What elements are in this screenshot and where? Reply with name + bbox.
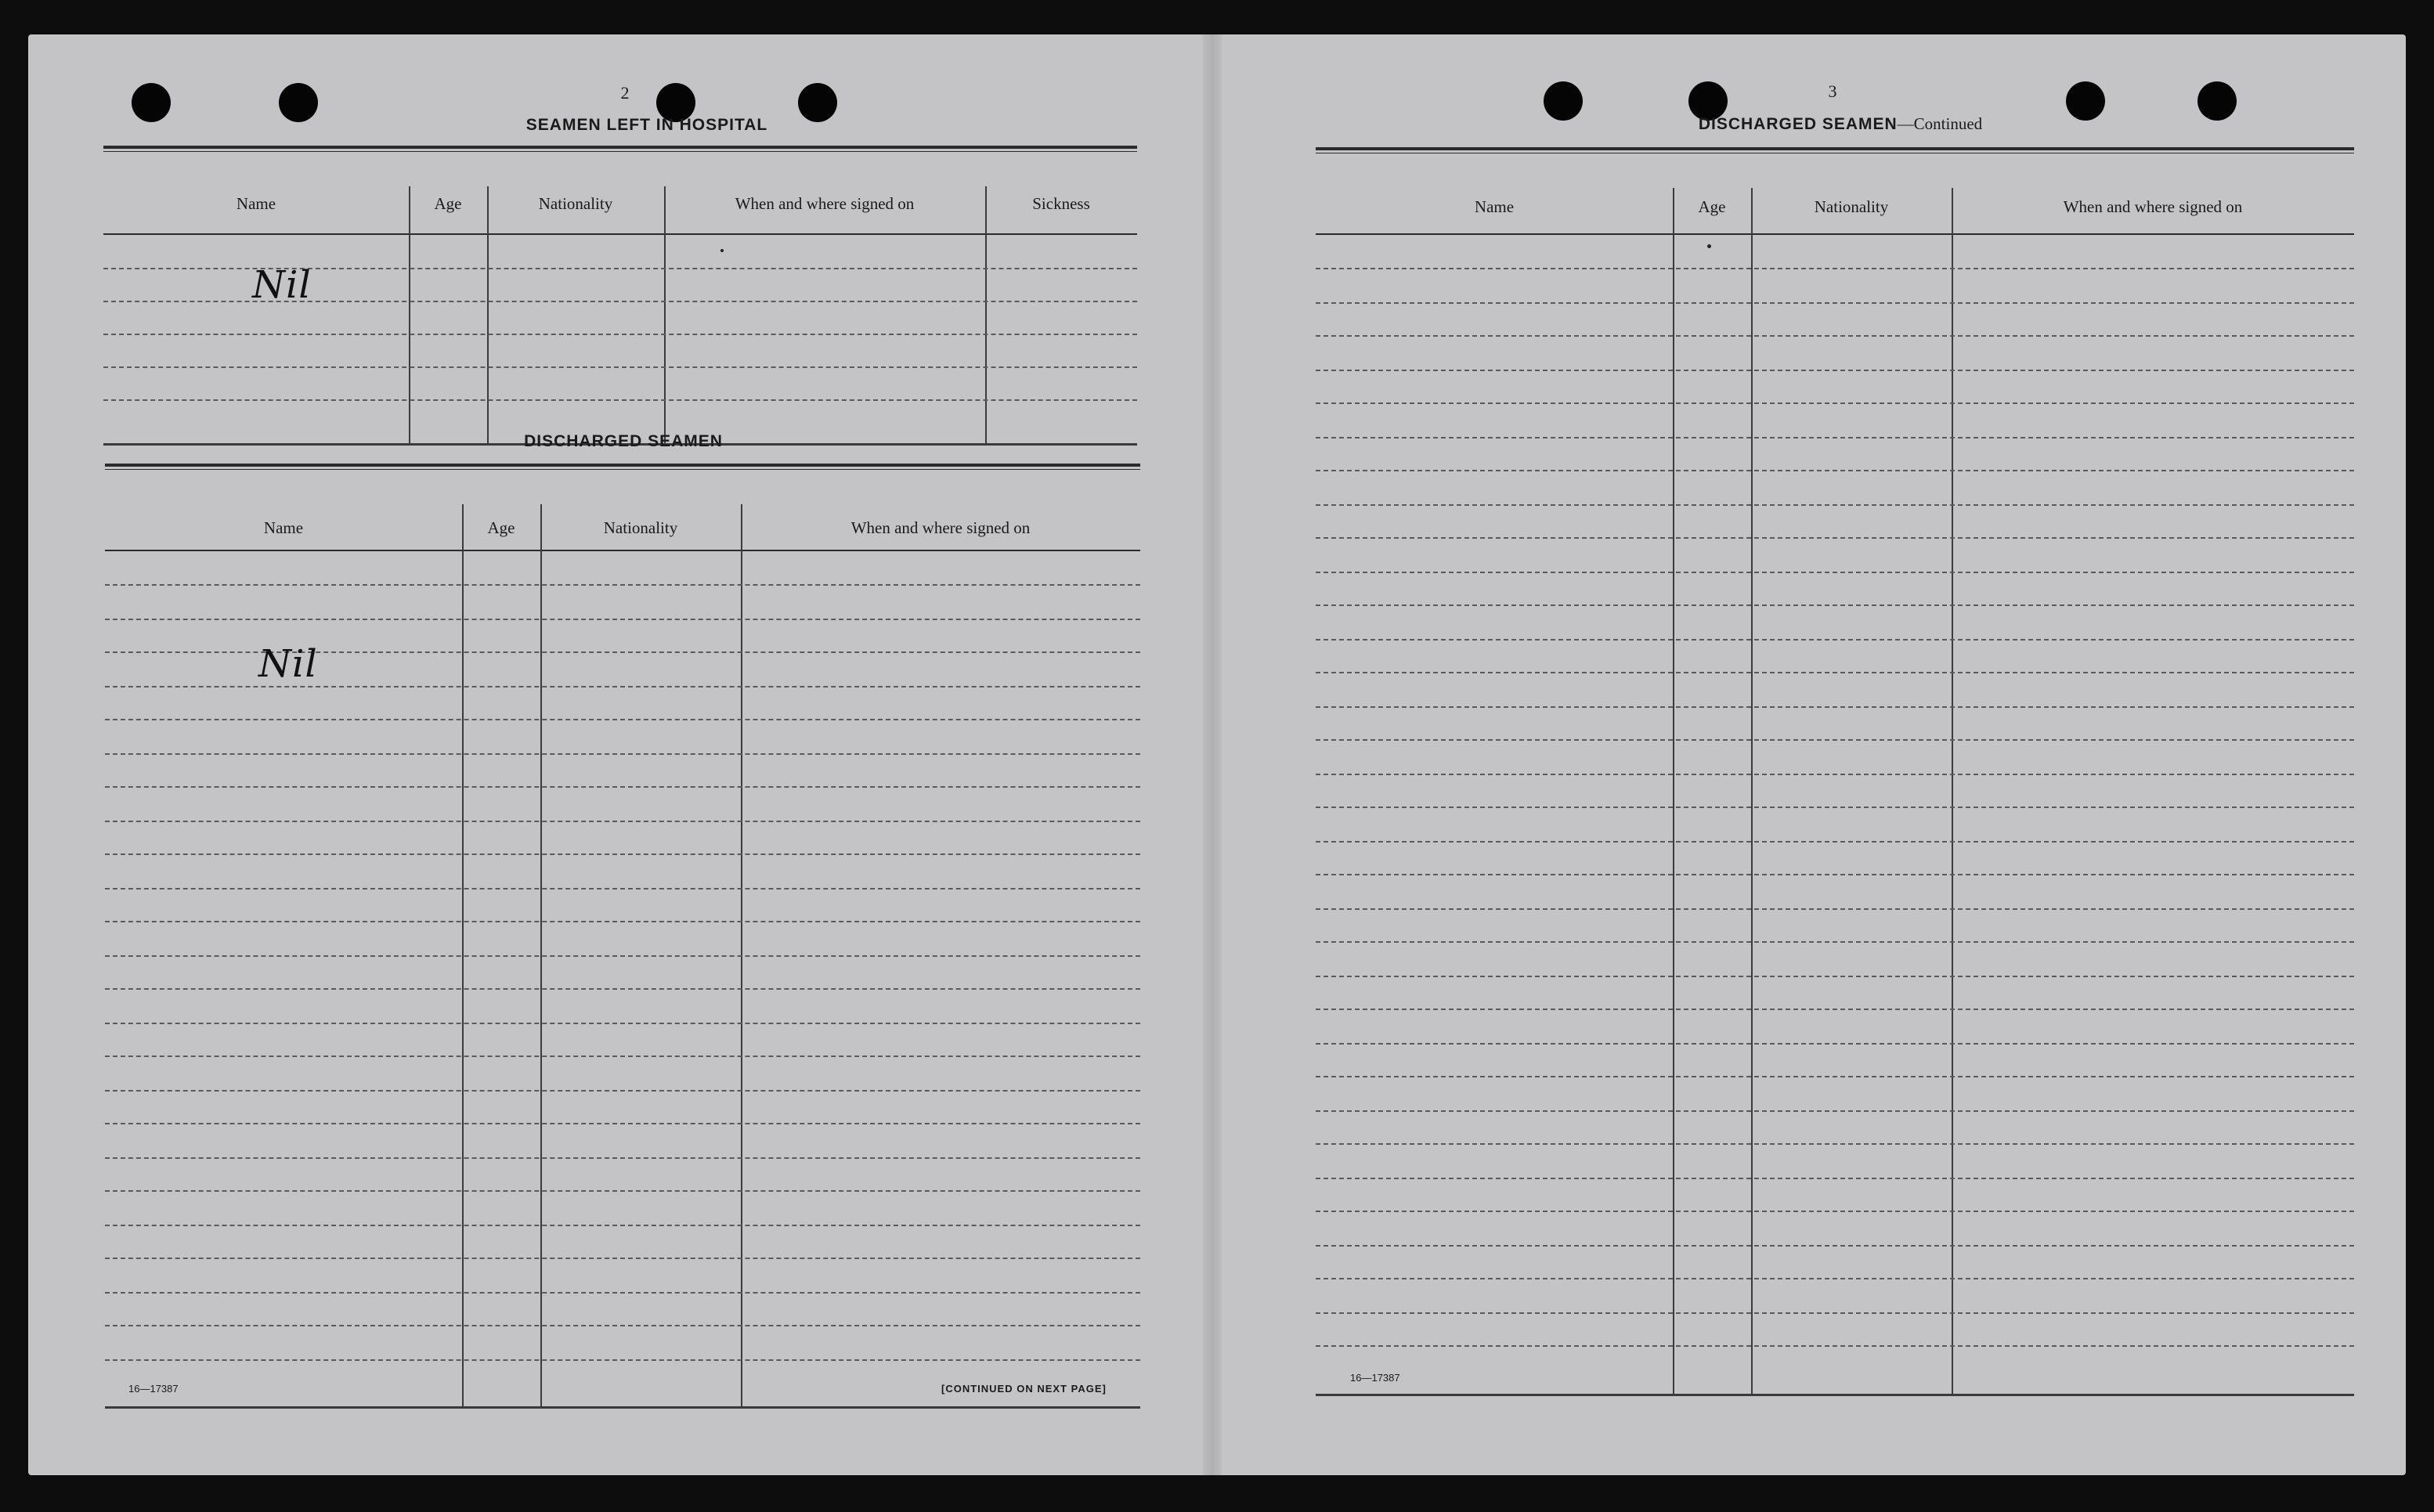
column-header-signed-on: When and where signed on <box>850 518 1031 537</box>
column-header-nationality: Nationality <box>538 194 613 213</box>
form-number: 16—17387 <box>128 1383 179 1395</box>
column-header-name: Name <box>263 518 304 537</box>
handwritten-entry: Nil <box>258 642 318 686</box>
handwritten-entry: Nil <box>252 263 312 307</box>
left-page <box>28 34 1211 1475</box>
column-header-age: Age <box>487 518 515 537</box>
column-header-age: Age <box>434 194 462 213</box>
hospital-table <box>103 146 1137 451</box>
scanned-document <box>28 34 2406 1475</box>
page-number: 3 <box>1828 81 1837 101</box>
punch-hole <box>279 83 318 122</box>
discharged-continued-table <box>1316 147 2354 1400</box>
column-header-signed-on: When and where signed on <box>735 194 915 213</box>
punch-hole <box>2066 81 2105 121</box>
title-main: DISCHARGED SEAMEN <box>1698 115 1898 133</box>
punch-hole <box>2197 81 2237 121</box>
discharged-section-title: DISCHARGED SEAMEN <box>524 432 723 450</box>
right-page <box>1211 34 2406 1475</box>
discharged-continued-title <box>1637 114 2044 134</box>
hospital-section-title: SEAMEN LEFT IN HOSPITAL <box>525 116 768 134</box>
title-suffix: —Continued <box>1897 114 1983 133</box>
discharged-table <box>105 464 1140 1419</box>
column-header-name: Name <box>1474 197 1515 216</box>
page-number: 2 <box>620 83 630 103</box>
column-header-nationality: Nationality <box>1814 197 1889 216</box>
column-header-sickness: Sickness <box>1032 194 1090 213</box>
continued-note: [CONTINUED ON NEXT PAGE] <box>941 1383 1107 1395</box>
form-number: 16—17387 <box>1350 1372 1400 1384</box>
column-header-nationality: Nationality <box>603 518 678 537</box>
punch-hole <box>132 83 171 122</box>
column-header-name: Name <box>236 194 276 213</box>
column-header-age: Age <box>1698 197 1726 216</box>
column-header-signed-on: When and where signed on <box>2063 197 2243 216</box>
punch-hole <box>1544 81 1583 121</box>
